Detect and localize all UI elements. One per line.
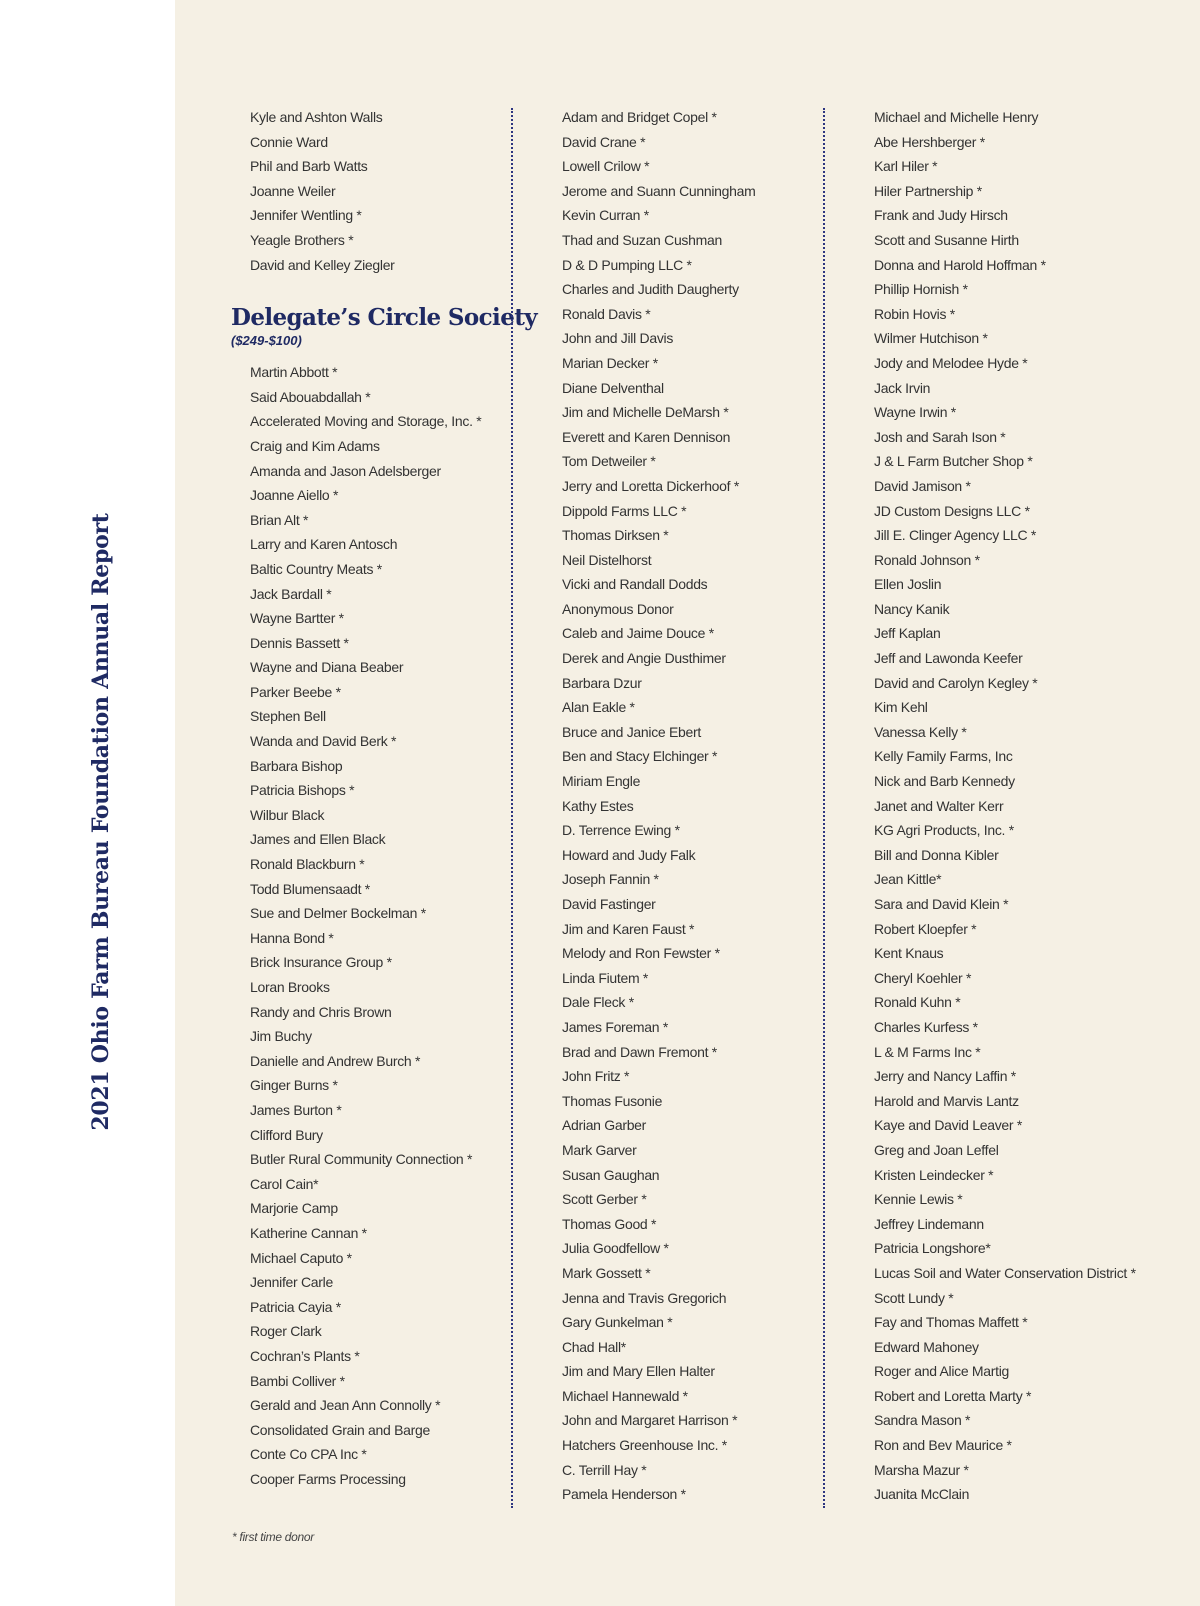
donor-name: Hatchers Greenhouse Inc. * xyxy=(562,1437,727,1454)
section-title: Delegate’s Circle Society xyxy=(231,304,538,332)
donor-name: James Burton * xyxy=(250,1101,342,1118)
donor-name: Patricia Cayia * xyxy=(250,1298,341,1315)
donor-name: Ronald Johnson * xyxy=(874,551,980,568)
donor-name: Phillip Hornish * xyxy=(874,281,968,298)
donor-name: Kevin Curran * xyxy=(562,207,649,224)
donor-name: Abe Hershberger * xyxy=(874,133,985,150)
donor-name: Chad Hall* xyxy=(562,1338,626,1355)
donor-name: Hiler Partnership * xyxy=(874,182,982,199)
donor-name: Scott Gerber * xyxy=(562,1191,647,1208)
donor-name: Ben and Stacy Elchinger * xyxy=(562,748,718,765)
donor-name: Greg and Joan Leffel xyxy=(874,1141,999,1158)
donor-name: Patricia Longshore* xyxy=(874,1240,991,1257)
donor-name: Bruce and Janice Ebert xyxy=(562,723,701,740)
donor-list xyxy=(562,105,842,1507)
donor-name: Lowell Crilow * xyxy=(562,158,650,175)
donor-name: Cheryl Koehler * xyxy=(874,969,972,986)
donor-name: Robert and Loretta Marty * xyxy=(874,1387,1032,1404)
donor-name: Edward Mahoney xyxy=(874,1338,979,1355)
donor-name: Jim and Mary Ellen Halter xyxy=(562,1363,715,1380)
donor-name: John and Margaret Harrison * xyxy=(562,1412,738,1429)
donor-name: Kathy Estes xyxy=(562,797,634,814)
donor-name: Brad and Dawn Fremont * xyxy=(562,1043,717,1060)
donor-name: Scott Lundy * xyxy=(874,1289,954,1306)
donor-name: Dippold Farms LLC * xyxy=(562,502,687,519)
donor-name: Jeffrey Lindemann xyxy=(874,1215,984,1232)
donor-name: Juanita McClain xyxy=(874,1486,970,1503)
donor-name: Barbara Bishop xyxy=(250,757,343,774)
donor-name: Kaye and David Leaver * xyxy=(874,1117,1022,1134)
donor-name: Larry and Karen Antosch xyxy=(250,536,398,553)
donor-name: Derek and Angie Dusthimer xyxy=(562,650,726,667)
report-title: 2021 Ohio Farm Bureau Foundation Annual Report xyxy=(88,513,114,1131)
donor-name: Joseph Fannin * xyxy=(562,871,659,888)
donor-name: Nick and Barb Kennedy xyxy=(874,773,1015,790)
donor-name: John Fritz * xyxy=(562,1068,630,1085)
donor-name: Katherine Cannan * xyxy=(250,1224,367,1241)
donor-name: Charles Kurfess * xyxy=(874,1018,978,1035)
donor-name: Wayne and Diana Beaber xyxy=(250,659,404,676)
donor-column-2 xyxy=(562,105,842,1507)
donor-name: Jill E. Clinger Agency LLC * xyxy=(874,527,1037,544)
donor-name: Martin Abbott * xyxy=(250,364,338,381)
donor-name: Caleb and Jaime Douce * xyxy=(562,625,714,642)
donor-name: Cochran’s Plants * xyxy=(250,1347,360,1364)
donor-name: Barbara Dzur xyxy=(562,674,642,691)
donor-list-continued xyxy=(250,105,500,277)
donor-name: Danielle and Andrew Burch * xyxy=(250,1052,421,1069)
donor-name: Adam and Bridget Copel * xyxy=(562,109,717,125)
donor-name: Jennifer Carle xyxy=(250,1274,333,1291)
donor-name: Yeagle Brothers * xyxy=(250,231,354,248)
donor-name: Joanne Weiler xyxy=(250,182,336,199)
donor-name: Fay and Thomas Maffett * xyxy=(874,1314,1028,1331)
donor-name: Dale Fleck * xyxy=(562,994,634,1011)
donor-name: Todd Blumensaadt * xyxy=(250,880,370,897)
donor-name: Kennie Lewis * xyxy=(874,1191,963,1208)
section-range: ($249-$100) xyxy=(231,333,302,349)
donor-name: Parker Beebe * xyxy=(250,683,341,700)
donor-name: Randy and Chris Brown xyxy=(250,1003,392,1020)
donor-name: David Crane * xyxy=(562,133,646,150)
donor-name: Dennis Bassett * xyxy=(250,634,349,651)
donor-name: Clifford Bury xyxy=(250,1126,323,1143)
donor-name: David Fastinger xyxy=(562,896,656,912)
donor-name: Jenna and Travis Gregorich xyxy=(562,1289,727,1306)
donor-name: David and Carolyn Kegley * xyxy=(874,674,1038,691)
donor-list-delegates-circle xyxy=(250,360,500,1491)
donor-name: Jeff Kaplan xyxy=(874,625,941,642)
donor-name: Jerry and Loretta Dickerhoof * xyxy=(562,477,739,494)
donor-name: Kyle and Ashton Walls xyxy=(250,109,383,125)
donor-name: Brick Insurance Group * xyxy=(250,954,392,971)
donor-name: D. Terrence Ewing * xyxy=(562,822,680,839)
donor-name: Ronald Kuhn * xyxy=(874,994,961,1011)
donor-name: C. Terrill Hay * xyxy=(562,1461,647,1478)
donor-name: Mark Garver xyxy=(562,1141,637,1158)
section-header xyxy=(231,304,538,350)
donor-name: Thomas Dirksen * xyxy=(562,527,669,544)
column-divider xyxy=(511,108,513,1508)
donor-name: James Foreman * xyxy=(562,1018,668,1035)
donor-name: Wanda and David Berk * xyxy=(250,733,397,750)
donor-name: Bill and Donna Kibler xyxy=(874,846,999,863)
donor-name: Bambi Colliver * xyxy=(250,1372,345,1389)
column-divider xyxy=(823,108,825,1508)
donor-name: Phil and Barb Watts xyxy=(250,158,368,175)
donor-name: Wayne Irwin * xyxy=(874,404,956,421)
donor-name: Marjorie Camp xyxy=(250,1200,338,1217)
donor-name: Thad and Suzan Cushman xyxy=(562,231,722,248)
donor-name: Ellen Joslin xyxy=(874,576,942,593)
donor-name: Accelerated Moving and Storage, Inc. * xyxy=(250,413,482,430)
donor-name: Baltic Country Meats * xyxy=(250,560,382,577)
donor-name: Kristen Leindecker * xyxy=(874,1166,994,1183)
donor-name: Harold and Marvis Lantz xyxy=(874,1092,1019,1109)
donor-list xyxy=(874,105,1194,1507)
donor-name: J & L Farm Butcher Shop * xyxy=(874,453,1033,470)
donor-name: Melody and Ron Fewster * xyxy=(562,945,720,962)
donor-name: Connie Ward xyxy=(250,133,328,150)
donor-name: Neil Distelhorst xyxy=(562,551,652,568)
donor-name: Howard and Judy Falk xyxy=(562,846,696,863)
donor-name: D & D Pumping LLC * xyxy=(562,256,692,273)
donor-name: Thomas Good * xyxy=(562,1215,657,1232)
donor-name: Vanessa Kelly * xyxy=(874,723,967,740)
donor-name: Susan Gaughan xyxy=(562,1166,660,1183)
donor-name: Patricia Bishops * xyxy=(250,782,355,799)
donor-name: KG Agri Products, Inc. * xyxy=(874,822,1014,839)
donor-name: Tom Detweiler * xyxy=(562,453,656,470)
donor-name: Julia Goodfellow * xyxy=(562,1240,669,1257)
donor-name: Said Abouabdallah * xyxy=(250,388,371,405)
donor-name: Carol Cain* xyxy=(250,1175,319,1192)
donor-name: Michael Caputo * xyxy=(250,1249,352,1266)
donor-name: David and Kelley Ziegler xyxy=(250,256,395,273)
donor-name: Roger and Alice Martig xyxy=(874,1363,1010,1380)
donor-name: Butler Rural Community Connection * xyxy=(250,1151,473,1168)
donor-name: John and Jill Davis xyxy=(562,330,674,347)
donor-name: Jean Kittle* xyxy=(874,871,942,888)
donor-name: Sandra Mason * xyxy=(874,1412,971,1429)
donor-name: Ron and Bev Maurice * xyxy=(874,1437,1012,1454)
donor-name: Linda Fiutem * xyxy=(562,969,649,986)
donor-name: Jim and Michelle DeMarsh * xyxy=(562,404,729,421)
donor-name: Robert Kloepfer * xyxy=(874,920,977,937)
donor-name: Amanda and Jason Adelsberger xyxy=(250,462,441,479)
donor-name: Jack Irvin xyxy=(874,379,931,396)
donor-name: Karl Hiler * xyxy=(874,158,938,175)
donor-name: Thomas Fusonie xyxy=(562,1092,663,1109)
donor-name: Jerry and Nancy Laffin * xyxy=(874,1068,1016,1085)
donor-name: Stephen Bell xyxy=(250,708,326,725)
donor-name: Vicki and Randall Dodds xyxy=(562,576,708,593)
donor-name: Anonymous Donor xyxy=(562,600,674,617)
donor-name: Roger Clark xyxy=(250,1323,322,1340)
donor-name: Marsha Mazur * xyxy=(874,1461,969,1478)
donor-name: Charles and Judith Daugherty xyxy=(562,281,739,298)
footnote: * first time donor xyxy=(232,1530,314,1544)
donor-name: Jim Buchy xyxy=(250,1028,312,1045)
donor-name: Wilbur Black xyxy=(250,806,325,823)
donor-name: Nancy Kanik xyxy=(874,600,950,617)
donor-name: Adrian Garber xyxy=(562,1117,647,1134)
donor-name: Michael Hannewald * xyxy=(562,1387,688,1404)
donor-name: Alan Eakle * xyxy=(562,699,635,716)
donor-name: Frank and Judy Hirsch xyxy=(874,207,1008,224)
donor-name: Ronald Blackburn * xyxy=(250,856,365,873)
donor-name: Miriam Engle xyxy=(562,773,641,790)
donor-name: Wilmer Hutchison * xyxy=(874,330,988,347)
donor-column-1 xyxy=(231,105,538,1491)
donor-name: Jennifer Wentling * xyxy=(250,207,362,224)
donor-name: Kim Kehl xyxy=(874,699,928,716)
donor-name: Michael and Michelle Henry xyxy=(874,109,1039,125)
donor-name: L & M Farms Inc * xyxy=(874,1043,981,1060)
donor-name: Gerald and Jean Ann Connolly * xyxy=(250,1397,441,1414)
donor-name: Mark Gossett * xyxy=(562,1264,651,1281)
donor-name: Brian Alt * xyxy=(250,511,309,528)
donor-name: David Jamison * xyxy=(874,477,971,494)
donor-name: JD Custom Designs LLC * xyxy=(874,502,1030,519)
donor-list-panel xyxy=(175,0,1200,1606)
donor-name: Loran Brooks xyxy=(250,979,330,995)
donor-name: Janet and Walter Kerr xyxy=(874,797,1004,814)
donor-name: Pamela Henderson * xyxy=(562,1486,686,1503)
donor-name: Ginger Burns * xyxy=(250,1077,338,1094)
donor-name: Robin Hovis * xyxy=(874,305,955,322)
donor-name: Consolidated Grain and Barge xyxy=(250,1421,430,1438)
donor-name: Jerome and Suann Cunningham xyxy=(562,182,756,199)
donor-name: Jack Bardall * xyxy=(250,585,332,602)
left-margin xyxy=(0,0,175,1606)
donor-name: Sue and Delmer Bockelman * xyxy=(250,905,426,922)
donor-name: Joanne Aiello * xyxy=(250,487,339,504)
donor-name: Jeff and Lawonda Keefer xyxy=(874,650,1023,667)
donor-name: Cooper Farms Processing xyxy=(250,1470,406,1487)
donor-name: Marian Decker * xyxy=(562,354,658,371)
donor-name: Scott and Susanne Hirth xyxy=(874,231,1019,248)
donor-name: Sara and David Klein * xyxy=(874,896,1009,912)
donor-name: Everett and Karen Dennison xyxy=(562,428,731,445)
donor-name: Gary Gunkelman * xyxy=(562,1314,673,1331)
donor-name: James and Ellen Black xyxy=(250,831,386,848)
donor-name: Donna and Harold Hoffman * xyxy=(874,256,1046,273)
donor-name: Jim and Karen Faust * xyxy=(562,920,695,937)
donor-name: Conte Co CPA Inc * xyxy=(250,1446,367,1463)
donor-name: Ronald Davis * xyxy=(562,305,651,322)
donor-name: Diane Delventhal xyxy=(562,379,664,396)
donor-name: Lucas Soil and Water Conservation District * xyxy=(874,1264,1136,1281)
donor-name: Craig and Kim Adams xyxy=(250,437,380,454)
donor-name: Hanna Bond * xyxy=(250,929,334,946)
donor-column-3 xyxy=(874,105,1194,1507)
donor-name: Kelly Family Farms, Inc xyxy=(874,748,1013,765)
donor-name: Jody and Melodee Hyde * xyxy=(874,354,1028,371)
donor-name: Josh and Sarah Ison * xyxy=(874,428,1006,445)
donor-name: Kent Knaus xyxy=(874,945,944,962)
donor-name: Wayne Bartter * xyxy=(250,610,344,627)
